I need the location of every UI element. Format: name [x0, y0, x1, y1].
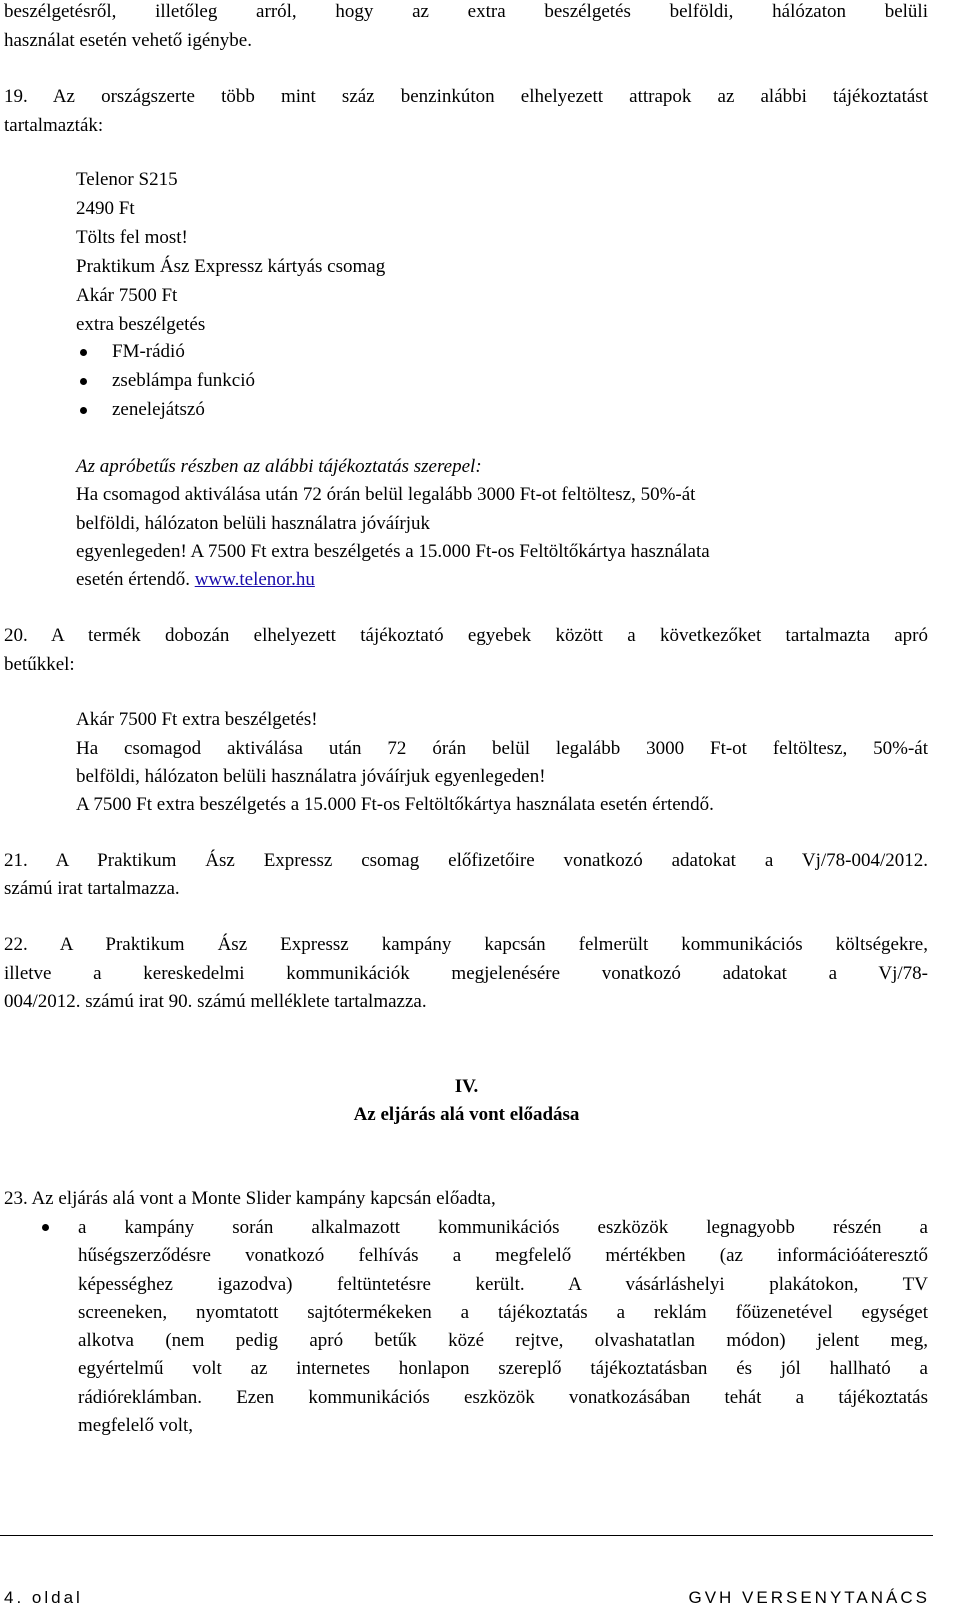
quote-line: extra beszélgetés [76, 314, 206, 335]
bullet-text-line: rádióreklámban. Ezen kommunikációs eszközök vonatkozásában tehát a tájékoztatás [78, 1387, 928, 1408]
quote-line: Tölts fel most! [76, 227, 188, 248]
fine-print-line: egyenlegeden! A 7500 Ft extra beszélgetés a 15.000 Ft-os Feltöltőkártya használata [76, 541, 710, 562]
paragraph-19-line: 19. Az országszerte több mint száz benzinkúton elhelyezett attrapok az alábbi tájékoztatást [4, 86, 928, 107]
bullet-text-line: képességhez igazodva) feltüntetésre került. A vásárláshelyi plakátokon, TV [78, 1274, 928, 1295]
quote-line: Akár 7500 Ft [76, 285, 178, 306]
quote-line: Akár 7500 Ft extra beszélgetés! [76, 709, 318, 730]
section-title: Az eljárás alá vont előadása [353, 1104, 580, 1125]
fine-print-line: belföldi, hálózaton belüli használatra jóváírjuk [76, 513, 431, 534]
bullet-text-line: screeneken, nyomtatott sajtótermékeken a tájékoztatás a reklám főüzenetével egységet [78, 1302, 928, 1323]
paragraph-21-line: 21. A Praktikum Ász Expressz csomag előfizetőire vonatkozó adatokat a Vj/78-004/2012. [4, 850, 928, 871]
section-number: IV. [454, 1076, 479, 1097]
bullet-icon [42, 1224, 49, 1231]
fine-print-line [76, 568, 315, 592]
bullet-text-line: alkotva (nem pedig apró betűk közé rejtve, olvashatatlan módon) jelent meg, [78, 1330, 928, 1351]
quote-line: Praktikum Ász Expressz kártyás csomag [76, 256, 386, 277]
bullet-item: FM-rádió [112, 341, 185, 362]
page-number: 4. oldal [4, 1588, 83, 1607]
bullet-text-line: megfelelő volt, [78, 1415, 194, 1436]
bullet-text-line: hűségszerződésre vonatkozó felhívás a megfelelő mértékben (az információáteresztő [78, 1245, 928, 1266]
bullet-item: zenelejátszó [112, 399, 205, 420]
text-line: beszélgetésről, illetőleg arról, hogy az extra beszélgetés belföldi, hálózaton belüli [4, 1, 928, 22]
bullet-icon [80, 349, 87, 356]
paragraph-23-line: 23. Az eljárás alá vont a Monte Slider kampány kapcsán előadta, [4, 1188, 496, 1209]
fine-print-text: esetén értendő. [76, 569, 190, 590]
quote-line: Ha csomagod aktiválása után 72 órán belül legalább 3000 Ft-ot feltöltesz, 50%-át [76, 738, 928, 759]
bullet-icon [80, 407, 87, 414]
quote-line: 2490 Ft [76, 198, 135, 219]
paragraph-20-line: 20. A termék dobozán elhelyezett tájékoztató egyebek között a következőket tartalmazta apró [4, 625, 928, 646]
bullet-item: zseblámpa funkció [112, 370, 255, 391]
paragraph-19-line: tartalmazták: [4, 115, 104, 136]
bullet-text-line: a kampány során alkalmazott kommunikációs eszközök legnagyobb részén a [78, 1217, 928, 1238]
paragraph-22-line: 22. A Praktikum Ász Expressz kampány kapcsán felmerült kommunikációs költségekre, [4, 934, 928, 955]
paragraph-22-line: 004/2012. számú irat 90. számú melléklete tartalmazza. [4, 991, 427, 1012]
text-line: használat esetén vehető igénybe. [4, 30, 252, 51]
fine-print-line: Ha csomagod aktiválása után 72 órán belül legalább 3000 Ft-ot feltöltesz, 50%-át [76, 484, 696, 505]
paragraph-21-line: számú irat tartalmazza. [4, 878, 180, 899]
quote-line: Telenor S215 [76, 169, 178, 190]
telenor-link[interactable]: www.telenor.hu [194, 569, 315, 590]
quote-line: A 7500 Ft extra beszélgetés a 15.000 Ft-os Feltöltőkártya használata esetén értendő. [76, 794, 714, 815]
fine-print-label: Az apróbetűs részben az alábbi tájékoztatás szerepel: [76, 456, 482, 477]
quote-line: belföldi, hálózaton belüli használatra jóváírjuk egyenlegeden! [76, 766, 546, 787]
paragraph-20-line: betűkkel: [4, 654, 75, 675]
footer-org: GVH VERSENYTANÁCS [688, 1588, 930, 1607]
footer-divider [0, 1535, 933, 1536]
paragraph-22-line: illetve a kereskedelmi kommunikációk megjelenésére vonatkozó adatokat a Vj/78- [4, 963, 928, 984]
bullet-text-line: egyértelmű volt az internetes honlapon szereplő tájékoztatásban és jól hallható a [78, 1358, 928, 1379]
bullet-icon [80, 378, 87, 385]
